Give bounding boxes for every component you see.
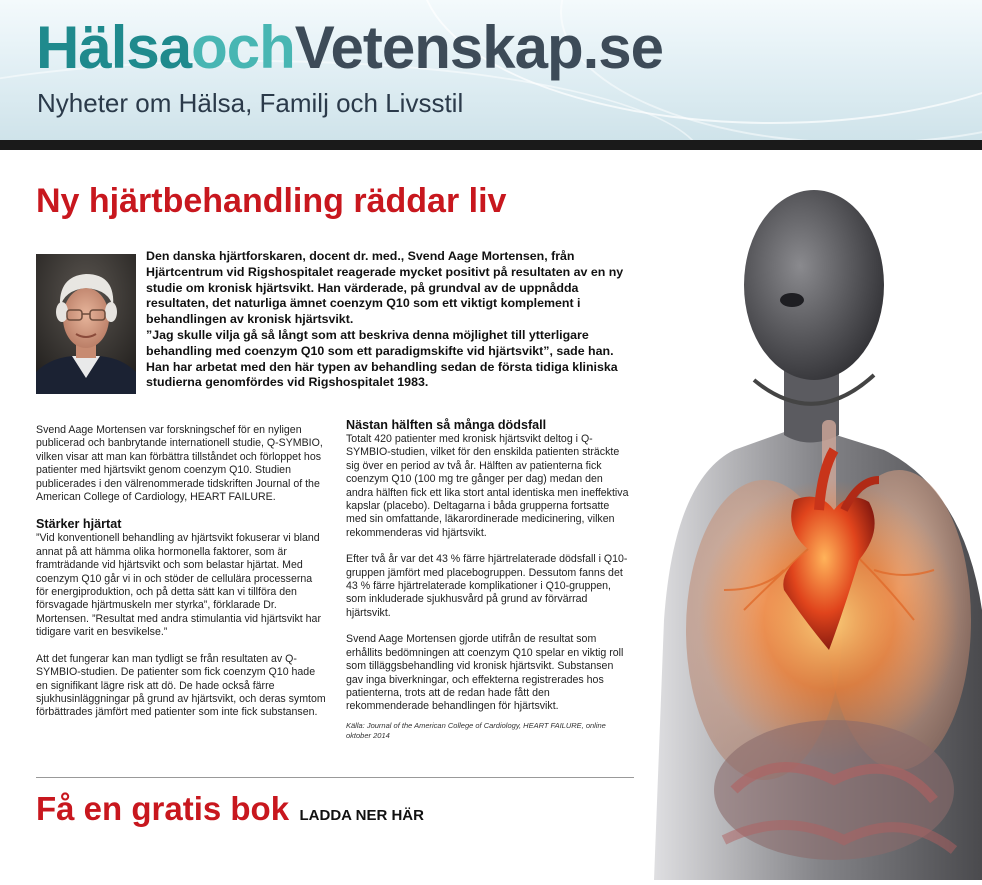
article-column-right <box>346 418 630 741</box>
paragraph: Totalt 420 patienter med kronisk hjärtsvikt deltog i Q-SYMBIO-studien, vilket för den enskilda patienten sträckte sig över en period av två år. Hälften av patienterna fick coenzym Q10 (100 mg tre gånger per dag) medan den andra hälften fick ett lika stort antal identiska men ineffektiva kapslar (placebo). Deltagarna i båda grupperna fortsatte med sin omfattande, läkarordinerade medicinering, vilken rekommenderas vid hjärtsvikt. <box>346 433 629 539</box>
site-tagline: Nyheter om Hälsa, Familj och Livsstil <box>37 88 464 118</box>
divider-line <box>36 777 634 778</box>
subheading: Stärker hjärtat <box>36 517 122 532</box>
lead-quote: ”Jag skulle vilja gå så långt som att beskriva denna möjlighet till ytterligare behandling med coenzym Q10 som ett paradigmskifte vid hjärtsvikt”, sade han. Han har arbetat med den här typen av behandling sedan de första tidiga kliniska studierna genomfördes vid Rigshospitalet 1983. <box>146 327 618 390</box>
article-lead <box>146 249 630 391</box>
paragraph: ”Vid konventionell behandling av hjärtsvikt fokuserar vi bland annat på att hämma olika hormonella faktorer, som är framträdande vid hjärtsvikt och som belastar hjärtat. Med coenzym Q10 går vi in och stöder de cellulära processerna för energiproduktion, och på detta sätt kan vi tillföra den försvagade hjärtmuskeln mer styrka”, förklarade Dr. Mortensen. ”Resultat med andra stimulantia vid hjärtsvikt har tidigare varit en besvikelse.” <box>36 532 321 639</box>
paragraph: Svend Aage Mortensen var forskningschef för en nyligen publicerad och banbrytande internationell studie, Q-SYMBIO, vilken visar att man kan förbättra tillståndet och förloppet hos patienter med hjärtsvikt genom coenzym Q10. Studien publicerades i den välrenommerade tidskriften Journal of the American College of Cardiology, HEART FAILURE. <box>36 424 323 504</box>
paragraph: Efter två år var det 43 % färre hjärtrelaterade dödsfall i Q10-gruppen jämfört med placebogruppen. Dessutom fanns det 43 % färre hjärtrelaterade komplikationer i Q10-gruppen, som inkluderade sjukhusvård på grund av förvärrad hjärtsvikt. <box>346 553 628 619</box>
logo-part-halsa: Hälsa <box>36 14 192 81</box>
free-book-text[interactable]: Få en gratis bok <box>36 790 290 827</box>
anatomy-illustration <box>634 150 982 880</box>
logo-part-och: och <box>191 14 295 81</box>
lead-paragraph: Den danska hjärtforskaren, docent dr. med., Svend Aage Mortensen, från Hjärtcentrum vid Rigshospitalet reagerade mycket positivt på resultaten av en ny studie om kronisk hjärtsvikt. Han värderade, på grundval av de uppnådda resultaten, det naturliga ämnet coenzym Q10 som ett viktigt komplement i behandlingen av kronisk hjärtsvikt. <box>146 249 624 327</box>
torso-heart-image <box>634 150 982 880</box>
subheading: Nästan hälften så många dödsfall <box>346 418 547 432</box>
paragraph: Svend Aage Mortensen gjorde utifrån de resultat som erhållits bedömningen att coenzym Q10 spelar en viktig roll som tilläggsbehandling vid kronisk hjärtsvikt. Substansen gav inga biverkningar, och effekterna registrerades hos patienterna, trots att de redan hade fått den rekommenderade behandlingen för hjärtsvikt. <box>346 633 624 713</box>
site-header <box>0 0 982 140</box>
author-portrait <box>36 254 136 394</box>
source-citation: Källa: Journal of the American College of Cardiology, HEART FAILURE, online oktober 2014 <box>346 720 606 740</box>
paragraph: Att det fungerar kan man tydligt se från resultaten av Q-SYMBIO-studien. De patienter som fick coenzym Q10 hade en signifikant lägre risk att dö. De hade också färre sjukhusinläggningar på grund av hjärtsvikt, och deras symtom förbättrades jämfört med patienter som inte fick substansen. <box>36 652 326 719</box>
article-column-left <box>36 424 326 733</box>
logo-part-vetenskap: Vetenskap.se <box>294 14 664 81</box>
download-cta[interactable] <box>36 790 424 828</box>
portrait-image <box>36 254 136 394</box>
download-link[interactable]: LADDA NER HÄR <box>299 807 424 824</box>
site-logo[interactable] <box>36 10 663 86</box>
article-headline: Ny hjärtbehandling räddar liv <box>36 182 507 220</box>
header-divider <box>0 140 982 150</box>
